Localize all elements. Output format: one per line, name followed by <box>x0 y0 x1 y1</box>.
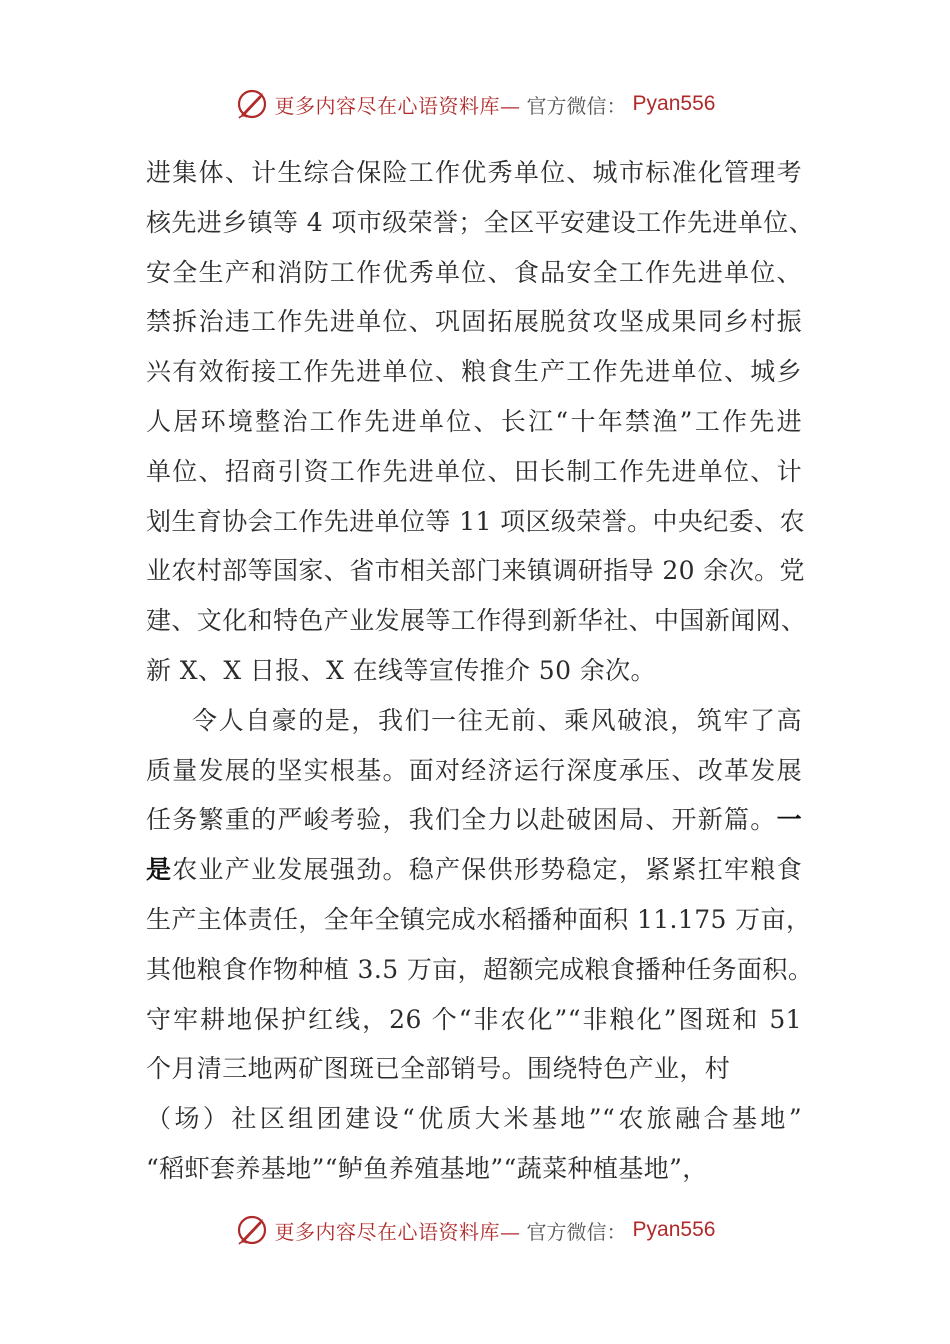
text-run: 农业产业发展强劲。稳产保供形势稳定，紧紧扛牢粮食 <box>172 855 802 885</box>
text-line: 单位、招商引资工作先进单位、田长制工作先进单位、计 <box>146 456 802 486</box>
text-line: “稻虾套养基地”“鲈鱼养殖基地”“蔬菜种植基地”， <box>146 1153 708 1183</box>
text-line: 生产主体责任，全年全镇完成水稻播种面积 11.175 万亩， <box>146 904 812 934</box>
header-wechat-handle: Pyan556 <box>632 92 716 115</box>
bold-run: 一 <box>776 805 802 835</box>
text-line: 个月清三地两矿图斑已全部销号。围绕特色产业，村 <box>146 1054 731 1084</box>
text-line: 兴有效衔接工作先进单位、粮食生产工作先进单位、城乡 <box>146 357 802 387</box>
header-banner <box>0 84 950 124</box>
text-line: 人居环境整治工作先进单位、长江“十年禁渔”工作先进 <box>146 406 802 436</box>
text-line: 守牢耕地保护红线，26 个“非农化”“非粮化”图斑和 51 <box>146 1004 802 1034</box>
text-line: 新 X、X 日报、X 在线等宣传推介 50 余次。 <box>146 655 656 685</box>
paragraph-achievements <box>146 696 814 1194</box>
text-line: （场）社区组团建设“优质大米基地”“农旅融合基地” <box>146 1104 802 1134</box>
bold-run: 是 <box>146 855 173 885</box>
text-line <box>146 795 802 845</box>
footer-wechat-label: 官方微信： <box>526 1219 627 1244</box>
text-line: 安全生产和消防工作优秀单位、食品安全工作先进单位、 <box>146 257 802 287</box>
header-slogan: 更多内容尽在心语资料库— <box>274 93 521 118</box>
pen-logo-icon <box>235 87 269 121</box>
pen-logo-icon <box>235 1213 269 1247</box>
footer-banner <box>0 1210 950 1250</box>
text-line: 进集体、计生综合保险工作优秀单位、城市标准化管理考 <box>146 158 802 187</box>
text-line: 禁拆治违工作先进单位、巩固拓展脱贫攻坚成果同乡村振 <box>146 307 802 337</box>
header-wechat-label: 官方微信： <box>526 93 627 118</box>
text-line: 划生育协会工作先进单位等 11 项区级荣誉。中央纪委、农 <box>146 506 805 536</box>
footer-slogan: 更多内容尽在心语资料库— <box>274 1219 521 1244</box>
footer-wechat-handle: Pyan556 <box>632 1218 716 1241</box>
document-body <box>146 148 815 1194</box>
text-line: 核先进乡镇等 4 项市级荣誉；全区平安建设工作先进单位、 <box>146 207 815 237</box>
text-line: 质量发展的坚实根基。面对经济运行深度承压、改革发展 <box>146 755 802 785</box>
text-line <box>146 845 802 895</box>
text-line: 其他粮食作物种植 3.5 万亩，超额完成粮食播种任务面积。 <box>146 954 814 984</box>
text-line: 建、文化和特色产业发展等工作得到新华社、中国新闻网、 <box>146 606 807 636</box>
paragraph-awards <box>146 148 815 696</box>
text-line: 业农村部等国家、省市相关部门来镇调研指导 20 余次。党 <box>146 556 805 586</box>
text-line: 令人自豪的是，我们一往无前、乘风破浪，筑牢了高 <box>192 705 802 735</box>
text-run: 任务繁重的严峻考验，我们全力以赴破困局、开新篇。 <box>146 805 777 835</box>
